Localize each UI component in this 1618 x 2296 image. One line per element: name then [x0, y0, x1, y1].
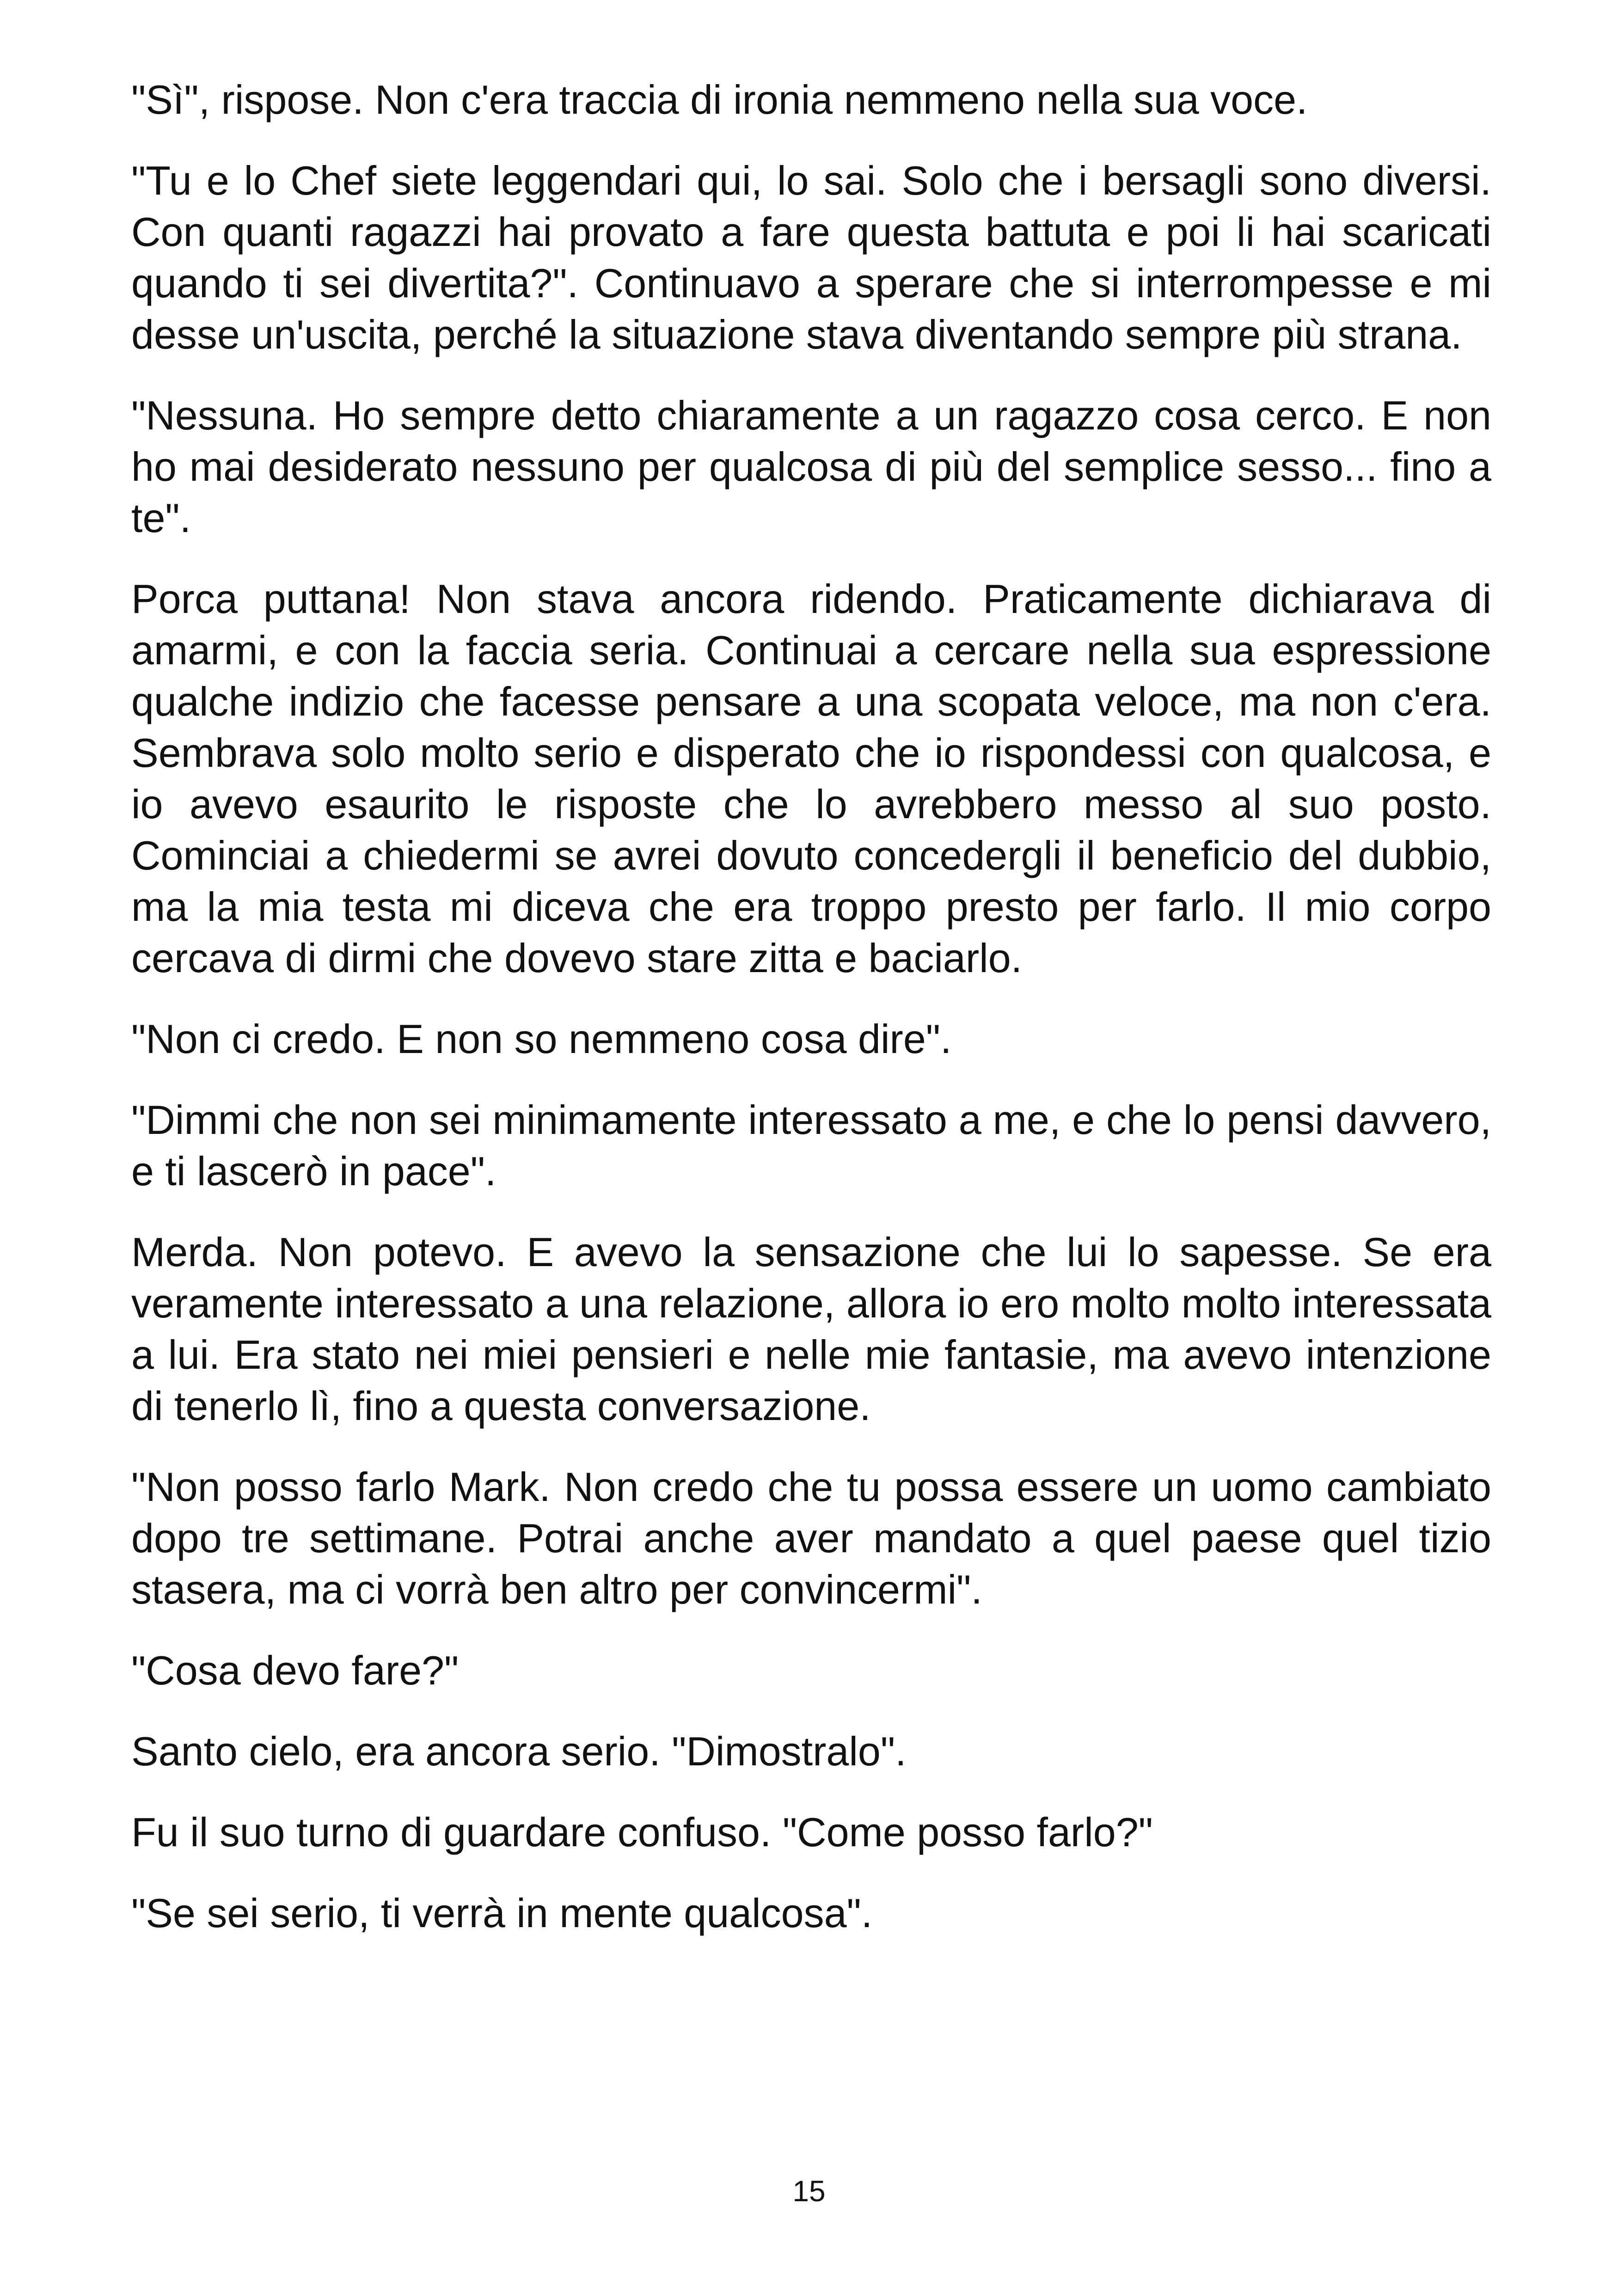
- paragraph: Merda. Non potevo. E avevo la sensazione che lui lo sapesse. Se era veramente interessato a una relazione, allora io ero molto molto interessata a lui. Era stato nei miei pensieri e nelle mie fantasie, ma avevo intenzione di tenerlo lì, fino a questa conversazione.: [131, 1229, 1491, 1429]
- paragraph: "Nessuna. Ho sempre detto chiaramente a un ragazzo cosa cerco. E non ho mai desiderato nessuno per qualcosa di più del semplice sesso... fino a te".: [131, 392, 1491, 541]
- paragraph: Fu il suo turno di guardare confuso. "Come posso farlo?": [131, 1809, 1153, 1855]
- paragraph: "Tu e lo Chef siete leggendari qui, lo sai. Solo che i bersagli sono diversi. Con quanti ragazzi hai provato a fare questa battuta e poi li hai scaricati quando ti sei divertita?". Continuavo a sperare che si interrompesse e mi desse un'uscita, perché la situazione stava diventando sempre più strana.: [131, 158, 1491, 357]
- paragraph: "Non posso farlo Mark. Non credo che tu possa essere un uomo cambiato dopo tre settimane. Potrai anche aver mandato a quel paese quel tizio stasera, ma ci vorrà ben altro per convincermi".: [131, 1464, 1491, 1612]
- page-number: 15: [792, 2174, 826, 2208]
- paragraph: "Sì", rispose. Non c'era traccia di ironia nemmeno nella sua voce.: [131, 77, 1308, 122]
- body-text: [131, 74, 1491, 1968]
- paragraph: "Cosa devo fare?": [131, 1647, 459, 1693]
- paragraph: "Dimmi che non sei minimamente interessato a me, e che lo pensi davvero, e ti lascerò in pace".: [131, 1097, 1491, 1194]
- paragraph: "Non ci credo. E non so nemmeno cosa dire".: [131, 1016, 952, 1062]
- paragraph: Porca puttana! Non stava ancora ridendo. Praticamente dichiarava di amarmi, e con la faccia seria. Continuai a cercare nella sua espressione qualche indizio che facesse pensare a una scopata veloce, ma non c'era. Sembrava solo molto serio e disperato che io rispondessi con qualcosa, e io avevo esaurito le risposte che lo avrebbero messo al suo posto. Cominciai a chiedermi se avrei dovuto concedergli il beneficio del dubbio, ma la mia testa mi diceva che era troppo presto per farlo. Il mio corpo cercava di dirmi che dovevo stare zitta e baciarlo.: [131, 576, 1491, 981]
- paragraph: "Se sei serio, ti verrà in mente qualcosa".: [131, 1890, 873, 1936]
- paragraph: Santo cielo, era ancora serio. "Dimostralo".: [131, 1728, 907, 1774]
